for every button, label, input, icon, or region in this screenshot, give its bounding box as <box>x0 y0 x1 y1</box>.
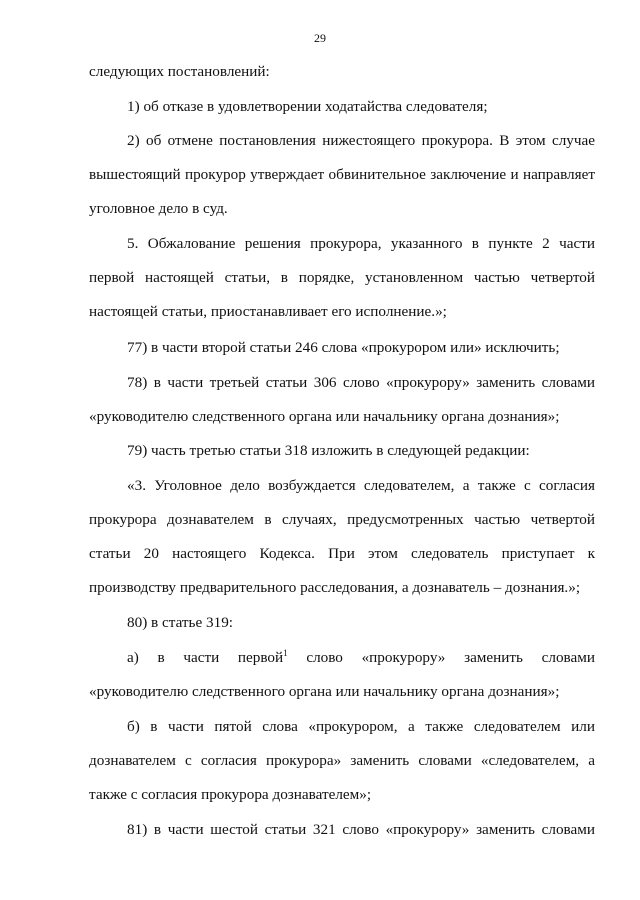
text-line: вышестоящий прокурор утверждает обвинительное заключение и направляет <box>89 166 595 183</box>
text-line: 81) в части шестой статьи 321 слово «прокурору» заменить словами <box>127 821 595 838</box>
text-line: первой настоящей статьи, в порядке, установленном частью четвертой <box>89 269 595 286</box>
text-line: прокурора дознавателем в случаях, предусмотренных частью четвертой <box>89 511 595 528</box>
text-line: уголовное дело в суд. <box>89 200 228 217</box>
text-line: «3. Уголовное дело возбуждается следователем, а также с согласия <box>127 477 595 494</box>
text-line: «руководителю следственного органа или начальнику органа дознания»; <box>89 683 560 700</box>
text-line: 79) часть третью статьи 318 изложить в следующей редакции: <box>127 442 530 459</box>
text-line: «руководителю следственного органа или начальнику органа дознания»; <box>89 408 560 425</box>
text-line: следующих постановлений: <box>89 63 270 80</box>
text-segment: а) в части первой <box>127 649 284 666</box>
text-segment: слово «прокурору» заменить словами <box>306 649 596 666</box>
page-number: 29 <box>314 31 326 45</box>
text-line <box>127 649 595 667</box>
text-line: 77) в части второй статьи 246 слова «прокурором или» исключить; <box>127 339 560 356</box>
text-line: дознавателем с согласия прокурора» заменить словами «следователем, а <box>89 752 595 769</box>
text-line: 5. Обжалование решения прокурора, указанного в пункте 2 части <box>127 235 595 252</box>
text-line: 2) об отмене постановления нижестоящего прокурора. В этом случае <box>127 132 595 149</box>
footnote-superscript: 1 <box>283 647 288 658</box>
text-line: 78) в части третьей статьи 306 слово «прокурору» заменить словами <box>127 374 595 391</box>
text-line: также с согласия прокурора дознавателем»; <box>89 786 372 803</box>
text-line: 80) в статье 319: <box>127 614 234 631</box>
text-line: 1) об отказе в удовлетворении ходатайства следователя; <box>127 98 488 115</box>
text-line: статьи 20 настоящего Кодекса. При этом следователь приступает к <box>89 545 595 562</box>
text-line: настоящей статьи, приостанавливает его исполнение.»; <box>89 303 447 320</box>
text-line: б) в части пятой слова «прокурором, а также следователем или <box>127 718 595 735</box>
text-line: производству предварительного расследования, а дознаватель – дознания.»; <box>89 579 581 596</box>
